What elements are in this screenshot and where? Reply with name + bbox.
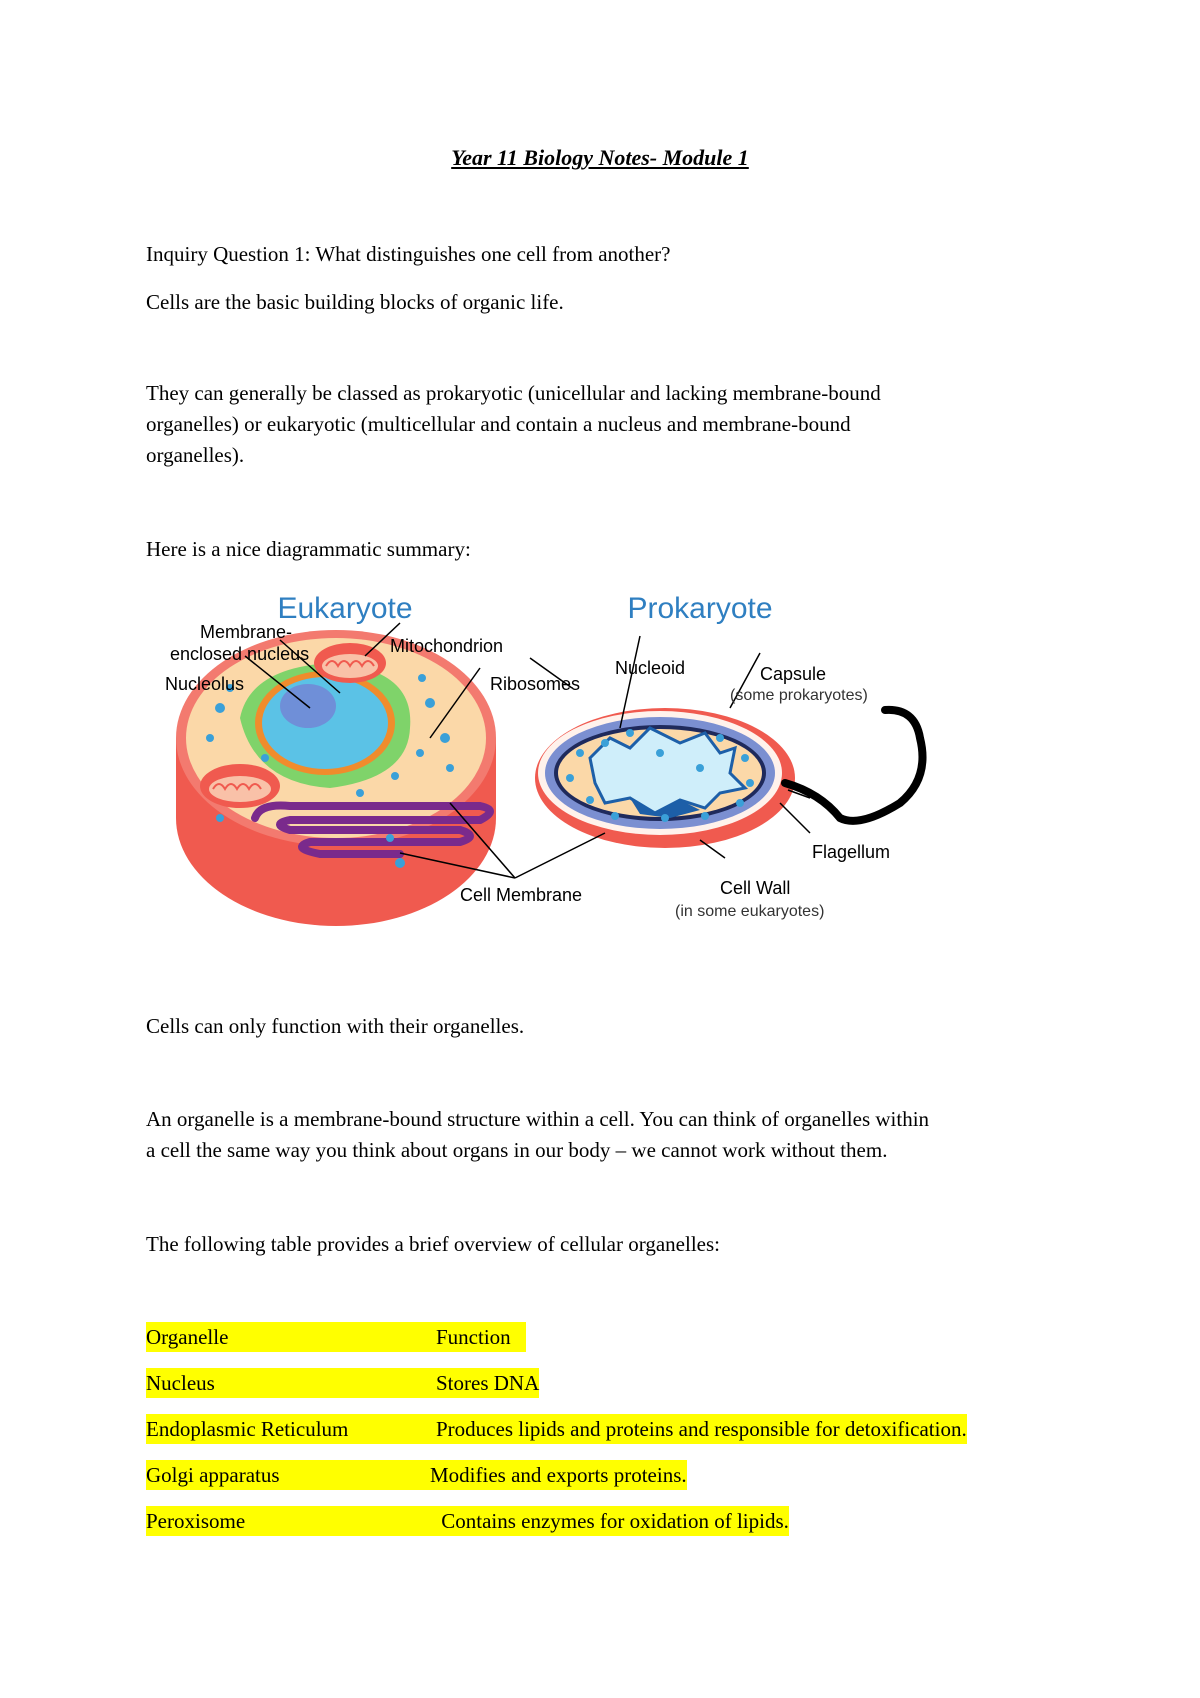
eukaryote-title: Eukaryote (277, 592, 413, 625)
paragraph-organelles-function: Cells can only function with their organelles. (146, 1014, 525, 1038)
label-cell-wall-note: (in some eukaryotes) (675, 903, 825, 920)
table-row (146, 1368, 566, 1398)
label-nucleolus: Nucleolus (165, 674, 245, 694)
label-capsule-note: (some prokaryotes) (730, 687, 868, 704)
table-row (146, 1460, 846, 1490)
label-cell-membrane: Cell Membrane (460, 885, 583, 905)
label-flagellum: Flagellum (812, 842, 891, 862)
label-mitochondrion: Mitochondrion (390, 636, 504, 656)
paragraph-cell-classes (146, 378, 1076, 471)
paragraph-diagram-intro: Here is a nice diagrammatic summary: (146, 537, 471, 561)
paragraph-cells-building-blocks: Cells are the basic building blocks of organic life. (146, 290, 564, 314)
table-cell-function: Modifies and exports proteins. (430, 1460, 687, 1490)
table-header-row (146, 1322, 526, 1352)
page-title: Year 11 Biology Notes- Module 1 (451, 145, 749, 170)
table-row (146, 1506, 866, 1536)
label-cell-wall: Cell Wall (720, 878, 791, 898)
prokaryote-title: Prokaryote (627, 592, 773, 625)
paragraph-line: a cell the same way you think about organs in our body – we cannot work without them. (146, 1138, 888, 1162)
flagellum-shape (785, 710, 923, 821)
table-cell-organelle: Endoplasmic Reticulum (146, 1414, 436, 1444)
table-cell-function: Produces lipids and proteins and responsible for detoxification. (436, 1414, 967, 1444)
table-cell-organelle: Golgi apparatus (146, 1460, 430, 1490)
label-nucleoid: Nucleoid (615, 658, 686, 678)
table-cell-function: Stores DNA (436, 1368, 539, 1398)
label-ribosomes: Ribosomes (490, 674, 581, 694)
paragraph-line: They can generally be classed as prokaryotic (unicellular and lacking membrane-bound (146, 381, 881, 405)
prokaryote-cell (535, 708, 923, 848)
table-header-organelle: Organelle (146, 1322, 436, 1352)
paragraph-table-intro: The following table provides a brief overview of cellular organelles: (146, 1232, 720, 1256)
label-enclosed-nucleus: enclosed nucleus (170, 644, 310, 664)
table-cell-organelle: Peroxisome (146, 1506, 436, 1536)
table-cell-organelle: Nucleus (146, 1368, 436, 1398)
label-membrane: Membrane- (200, 622, 293, 642)
paragraph-line: An organelle is a membrane-bound structure within a cell. You can think of organelles within (146, 1107, 930, 1131)
paragraph-organelle-definition (146, 1104, 1076, 1166)
paragraph-line: organelles). (146, 443, 245, 467)
paragraph-line: organelles) or eukaryotic (multicellular and contain a nucleus and membrane-bound (146, 412, 851, 436)
table-header-function: Function (436, 1322, 526, 1352)
cell-diagram (160, 578, 990, 948)
label-capsule: Capsule (760, 664, 827, 684)
inquiry-question: Inquiry Question 1: What distinguishes one cell from another? (146, 242, 671, 266)
table-cell-function: Contains enzymes for oxidation of lipids. (436, 1506, 789, 1536)
table-row (146, 1414, 1086, 1444)
